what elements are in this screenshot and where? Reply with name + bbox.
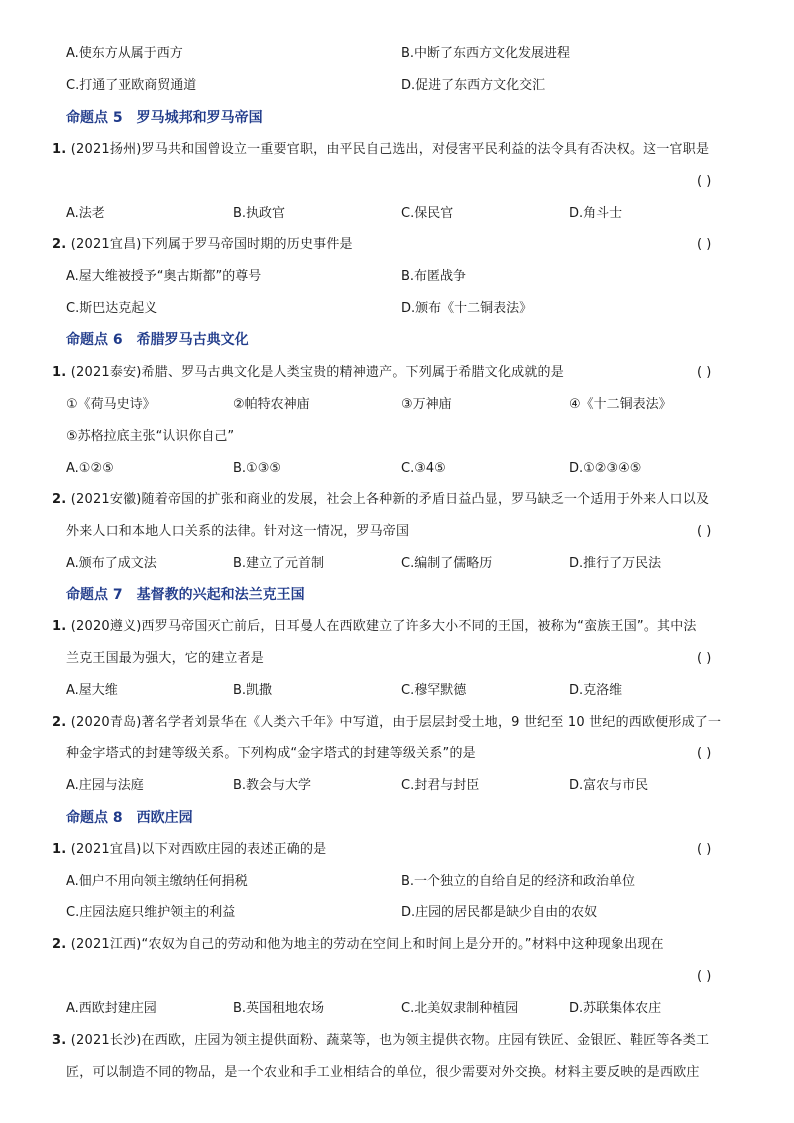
section-number: 命题点 6: [66, 332, 123, 348]
option-a: A.佃户不用向领主缴纳任何捐税: [66, 874, 248, 889]
option-d: D.颁布《十二铜表法》: [401, 301, 533, 316]
option-c: C.③4⑤: [401, 461, 446, 476]
option-d: D.克洛维: [569, 683, 623, 698]
question-text: (2020遵义)西罗马帝国灭亡前后，日耳曼人在西欧建立了许多大小不同的王国，被称为“蛮族王国”。其中法: [70, 619, 697, 634]
question-5-1: [52, 138, 709, 162]
answer-blank: ( ): [697, 524, 712, 539]
question-number: 3.: [52, 1033, 67, 1048]
option-b: B.执政官: [233, 206, 286, 221]
question-8-1: [52, 838, 326, 862]
option-c: C.保民官: [401, 206, 454, 221]
question-number: 2.: [52, 492, 67, 507]
section-topic: 罗马城邦和罗马帝国: [136, 110, 263, 126]
option-a: A.西欧封建庄园: [66, 1001, 157, 1016]
question-text: (2021安徽)随着帝国的扩张和商业的发展，社会上各种新的矛盾日益凸显，罗马缺乏一个适用于外来人口以及: [70, 492, 710, 507]
option-c: C.庄园法庭只维护领主的利益: [66, 905, 236, 920]
section-heading-5: [66, 106, 263, 130]
question-text-continued: 种金字塔式的封建等级关系。下列构成“金字塔式的封建等级关系”的是: [66, 746, 476, 761]
option-a: A.屋大维: [66, 683, 118, 698]
option-c: C.斯巴达克起义: [66, 301, 158, 316]
option-b: B.建立了元首制: [233, 556, 325, 571]
answer-blank: ( ): [697, 651, 712, 666]
question-number: 2.: [52, 937, 67, 952]
answer-blank: ( ): [697, 237, 712, 252]
option-b: B.英国租地农场: [233, 1001, 325, 1016]
question-text: (2021长沙)在西欧，庄园为领主提供面粉、蔬菜等，也为领主提供衣物。庄园有铁匠、金银匠、鞋匠等各类工: [70, 1033, 710, 1048]
option-a: A.①②⑤: [66, 461, 114, 476]
answer-blank: ( ): [697, 174, 712, 189]
option-a: A.法老: [66, 206, 105, 221]
question-number: 1.: [52, 619, 67, 634]
option-b: B.教会与大学: [233, 778, 312, 793]
section-heading-8: [66, 806, 193, 830]
statement-item: ⑤苏格拉底主张“认识你自己”: [66, 429, 235, 444]
section-topic: 希腊罗马古典文化: [136, 332, 249, 348]
statement-item: ①《荷马史诗》: [66, 397, 156, 412]
statement-item: ③万神庙: [401, 397, 452, 412]
option-b: B.布匿战争: [401, 269, 467, 284]
answer-blank: ( ): [697, 842, 712, 857]
section-topic: 西欧庄园: [136, 810, 193, 826]
option-d: D.促进了东西方文化交汇: [401, 78, 546, 93]
option-c: C.北美奴隶制种植园: [401, 1001, 519, 1016]
question-text: (2021江西)“农奴为自己的劳动和他为地主的劳动在空间上和时间上是分开的。”材料中这种现象出现在: [70, 937, 664, 952]
option-d: D.庄园的居民都是缺少自由的农奴: [401, 905, 598, 920]
option-d: D.苏联集体农庄: [569, 1001, 662, 1016]
option-d: D.推行了万民法: [569, 556, 662, 571]
question-text-continued: 兰克王国最为强大，它的建立者是: [66, 651, 265, 666]
option-c: C.封君与封臣: [401, 778, 480, 793]
section-number: 命题点 5: [66, 110, 123, 126]
option-c: C.编制了儒略历: [401, 556, 493, 571]
option-d: D.角斗士: [569, 206, 623, 221]
question-text: (2021宜昌)下列属于罗马帝国时期的历史事件是: [70, 237, 353, 252]
answer-blank: ( ): [697, 969, 712, 984]
option-a: A.屋大维被授予“奥古斯都”的尊号: [66, 269, 262, 284]
option-c: C.穆罕默德: [401, 683, 467, 698]
question-text: (2021泰安)希腊、罗马古典文化是人类宝贵的精神遗产。下列属于希腊文化成就的是: [70, 365, 564, 380]
question-8-3: [52, 1029, 709, 1053]
section-number: 命题点 8: [66, 810, 123, 826]
question-text-continued: 匠，可以制造不同的物品，是一个农业和手工业相结合的单位，很少需要对外交换。材料主要反映的是西欧庄: [66, 1065, 700, 1080]
question-5-2: [52, 233, 353, 257]
question-7-2: [52, 711, 721, 735]
question-text: (2021扬州)罗马共和国曾设立一重要官职，由平民自己选出，对侵害平民利益的法令具有否决权。这一官职是: [70, 142, 710, 157]
option-d: D.富农与市民: [569, 778, 649, 793]
statement-item: ②帕特农神庙: [233, 397, 310, 412]
answer-blank: ( ): [697, 365, 712, 380]
question-8-2: [52, 933, 664, 957]
question-text: (2020青岛)著名学者刘景华在《人类六千年》中写道，由于层层封受土地，9 世纪至 10 世纪的西欧便形成了一: [70, 715, 722, 730]
question-number: 1.: [52, 142, 67, 157]
option-c: C.打通了亚欧商贸通道: [66, 78, 197, 93]
option-a: A.使东方从属于西方: [66, 46, 183, 61]
question-number: 2.: [52, 715, 67, 730]
statement-item: ④《十二铜表法》: [569, 397, 672, 412]
option-b: B.一个独立的自给自足的经济和政治单位: [401, 874, 636, 889]
option-b: B.凯撒: [233, 683, 273, 698]
question-6-1: [52, 361, 564, 385]
option-a: A.颁布了成文法: [66, 556, 157, 571]
question-text-continued: 外来人口和本地人口关系的法律。针对这一情况，罗马帝国: [66, 524, 410, 539]
option-b: B.中断了东西方文化发展进程: [401, 46, 571, 61]
question-7-1: [52, 615, 697, 639]
question-6-2: [52, 488, 709, 512]
section-heading-7: [66, 583, 305, 607]
option-a: A.庄园与法庭: [66, 778, 144, 793]
section-heading-6: [66, 328, 249, 352]
answer-blank: ( ): [697, 746, 712, 761]
question-number: 2.: [52, 237, 67, 252]
question-number: 1.: [52, 842, 67, 857]
question-text: (2021宜昌)以下对西欧庄园的表述正确的是: [70, 842, 327, 857]
section-topic: 基督教的兴起和法兰克王国: [136, 587, 305, 603]
question-number: 1.: [52, 365, 67, 380]
option-b: B.①③⑤: [233, 461, 282, 476]
option-d: D.①②③④⑤: [569, 461, 642, 476]
section-number: 命题点 7: [66, 587, 123, 603]
